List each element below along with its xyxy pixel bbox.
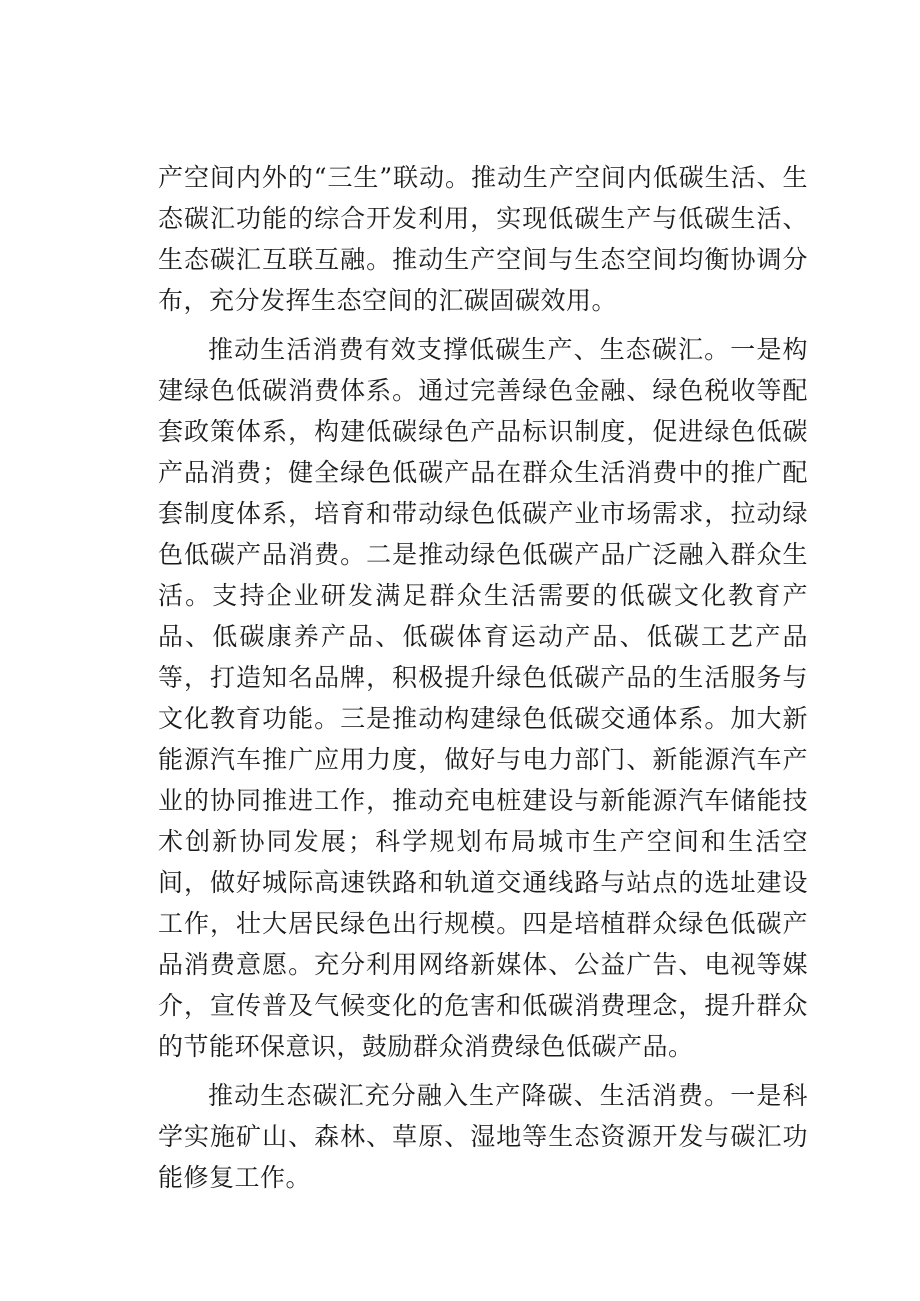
paragraph-ecological-carbon-sink: 推动生态碳汇充分融入生产降碳、生活消费。一是科学实施矿山、森林、草原、湿地等生态资源开发与碳汇功能修复工作。 <box>158 1081 808 1192</box>
paragraph-living-consumption: 推动生活消费有效支撑低碳生产、生态碳汇。一是构建绿色低碳消费体系。通过完善绿色金融、绿色税收等配套政策体系，构建低碳绿色产品标识制度，促进绿色低碳产品消费；健全绿色低碳产品在群众生活消费中的推广配套制度体系，培育和带动绿色低碳产业市场需求，拉动绿色低碳产品消费。二是推动绿色低碳产品广泛融入群众生活。支持企业研发满足群众生活需要的低碳文化教育产品、低碳康养产品、低碳体育运动产品、低碳工艺产品等，打造知名品牌，积极提升绿色低碳产品的生活服务与文化教育功能。三是推动构建绿色低碳交通体系。加大新能源汽车推广应用力度，做好与电力部门、新能源汽车产业的协同推进工作，推动充电桩建设与新能源汽车储能技术创新协同发展；科学规划布局城市生产空间和生活空间，做好城际高速铁路和轨道交通线路与站点的选址建设工作，壮大居民绿色出行规模。四是培植群众绿色低碳产品消费意愿。充分利用网络新媒体、公益广告、电视等媒介，宣传普及气候变化的危害和低碳消费理念，提升群众的节能环保意识，鼓励群众消费绿色低碳产品。 <box>158 335 808 1061</box>
document-body <box>158 157 808 1206</box>
paragraph-continuation: 产空间内外的“三生”联动。推动生产空间内低碳生活、生态碳汇功能的综合开发利用，实现低碳生产与低碳生活、生态碳汇互联互融。推动生产空间与生态空间均衡协调分布，充分发挥生态空间的汇碳固碳效用。 <box>158 163 808 315</box>
